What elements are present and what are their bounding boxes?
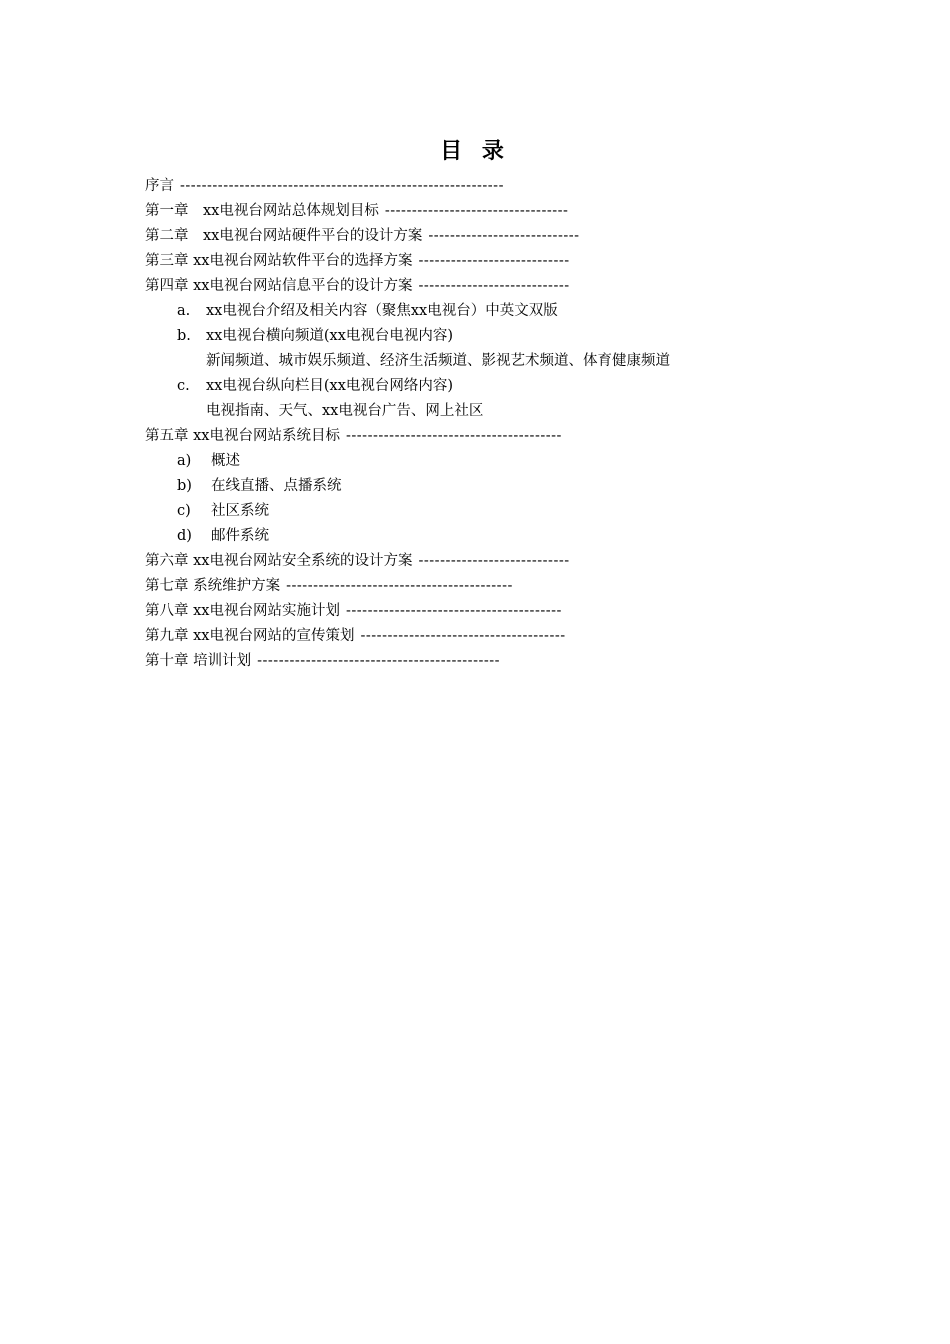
toc-list (145, 174, 785, 674)
toc-subentry-b-detail (145, 349, 785, 374)
toc-subentry-5b (145, 474, 785, 499)
toc-subentry-label: 在线直播、点播系统 (211, 478, 342, 494)
toc-entry-label: 第二章 xx电视台网站硬件平台的设计方案 (145, 228, 423, 244)
toc-entry-chapter-4 (145, 274, 785, 299)
toc-subentry-marker: a) (177, 453, 192, 469)
toc-entry-chapter-1 (145, 199, 785, 224)
toc-subentry-label: xx电视台介绍及相关内容（聚焦xx电视台）中英文双版 (206, 303, 558, 319)
toc-subentry-5d (145, 524, 785, 549)
toc-subentry-marker: b) (177, 478, 192, 494)
toc-leader: ---------------------------- (418, 253, 570, 269)
toc-leader: ---------------------------- (428, 228, 580, 244)
toc-subentry-a (145, 299, 785, 324)
toc-subentry-label: 社区系统 (211, 503, 269, 519)
toc-subentry-label: xx电视台纵向栏目(xx电视台网络内容) (206, 378, 454, 394)
toc-subentry-label: xx电视台横向频道(xx电视台电视内容) (206, 328, 454, 344)
toc-entry-label: 第四章 xx电视台网站信息平台的设计方案 (145, 278, 413, 294)
toc-entry-label: 第十章 培训计划 (145, 653, 252, 669)
toc-subentry-label: 概述 (211, 453, 240, 469)
toc-subentry-marker: c. (177, 378, 190, 394)
toc-subentry-label: 邮件系统 (211, 528, 269, 544)
toc-leader: ---------------------------------------- (345, 603, 562, 619)
toc-subentry-c-detail (145, 399, 785, 424)
toc-entry-label: 第一章 xx电视台网站总体规划目标 (145, 203, 379, 219)
toc-subentry-marker: a. (177, 303, 191, 319)
toc-entry-label: 第六章 xx电视台网站安全系统的设计方案 (145, 553, 413, 569)
toc-entry-preface (145, 174, 785, 199)
toc-subentry-detail: 新闻频道、城市娱乐频道、经济生活频道、影视艺术频道、体育健康频道 (206, 353, 670, 369)
toc-subentry-b (145, 324, 785, 349)
toc-entry-label: 第七章 系统维护方案 (145, 578, 281, 594)
toc-entry-chapter-6 (145, 549, 785, 574)
toc-entry-chapter-9 (145, 624, 785, 649)
toc-leader: ---------------------------- (418, 553, 570, 569)
toc-entry-label: 序言 (145, 178, 174, 194)
toc-leader: ------------------------------------------ (286, 578, 513, 594)
toc-entry-chapter-10 (145, 649, 785, 674)
toc-subentry-5c (145, 499, 785, 524)
toc-entry-chapter-2 (145, 224, 785, 249)
toc-leader: --------------------------------------------- (257, 653, 501, 669)
toc-title: 目 录 (440, 138, 510, 164)
toc-leader: ---------------------------- (418, 278, 570, 294)
toc-entry-chapter-3 (145, 249, 785, 274)
toc-entry-chapter-5 (145, 424, 785, 449)
toc-entry-chapter-7 (145, 574, 785, 599)
toc-entry-label: 第八章 xx电视台网站实施计划 (145, 603, 340, 619)
toc-entry-label: 第九章 xx电视台网站的宣传策划 (145, 628, 355, 644)
toc-leader: ------------------------------------------------------------ (180, 178, 504, 194)
toc-leader: ---------------------------------- (384, 203, 569, 219)
toc-entry-label: 第五章 xx电视台网站系统目标 (145, 428, 340, 444)
toc-leader: ---------------------------------------- (345, 428, 562, 444)
toc-subentry-5a (145, 449, 785, 474)
toc-subentry-c (145, 374, 785, 399)
toc-entry-label: 第三章 xx电视台网站软件平台的选择方案 (145, 253, 413, 269)
toc-subentry-marker: d) (177, 528, 192, 544)
toc-entry-chapter-8 (145, 599, 785, 624)
toc-leader: -------------------------------------- (360, 628, 566, 644)
toc-subentry-marker: c) (177, 503, 191, 519)
toc-subentry-marker: b. (177, 328, 191, 344)
toc-subentry-detail: 电视指南、天气、xx电视台广告、网上社区 (206, 403, 484, 419)
